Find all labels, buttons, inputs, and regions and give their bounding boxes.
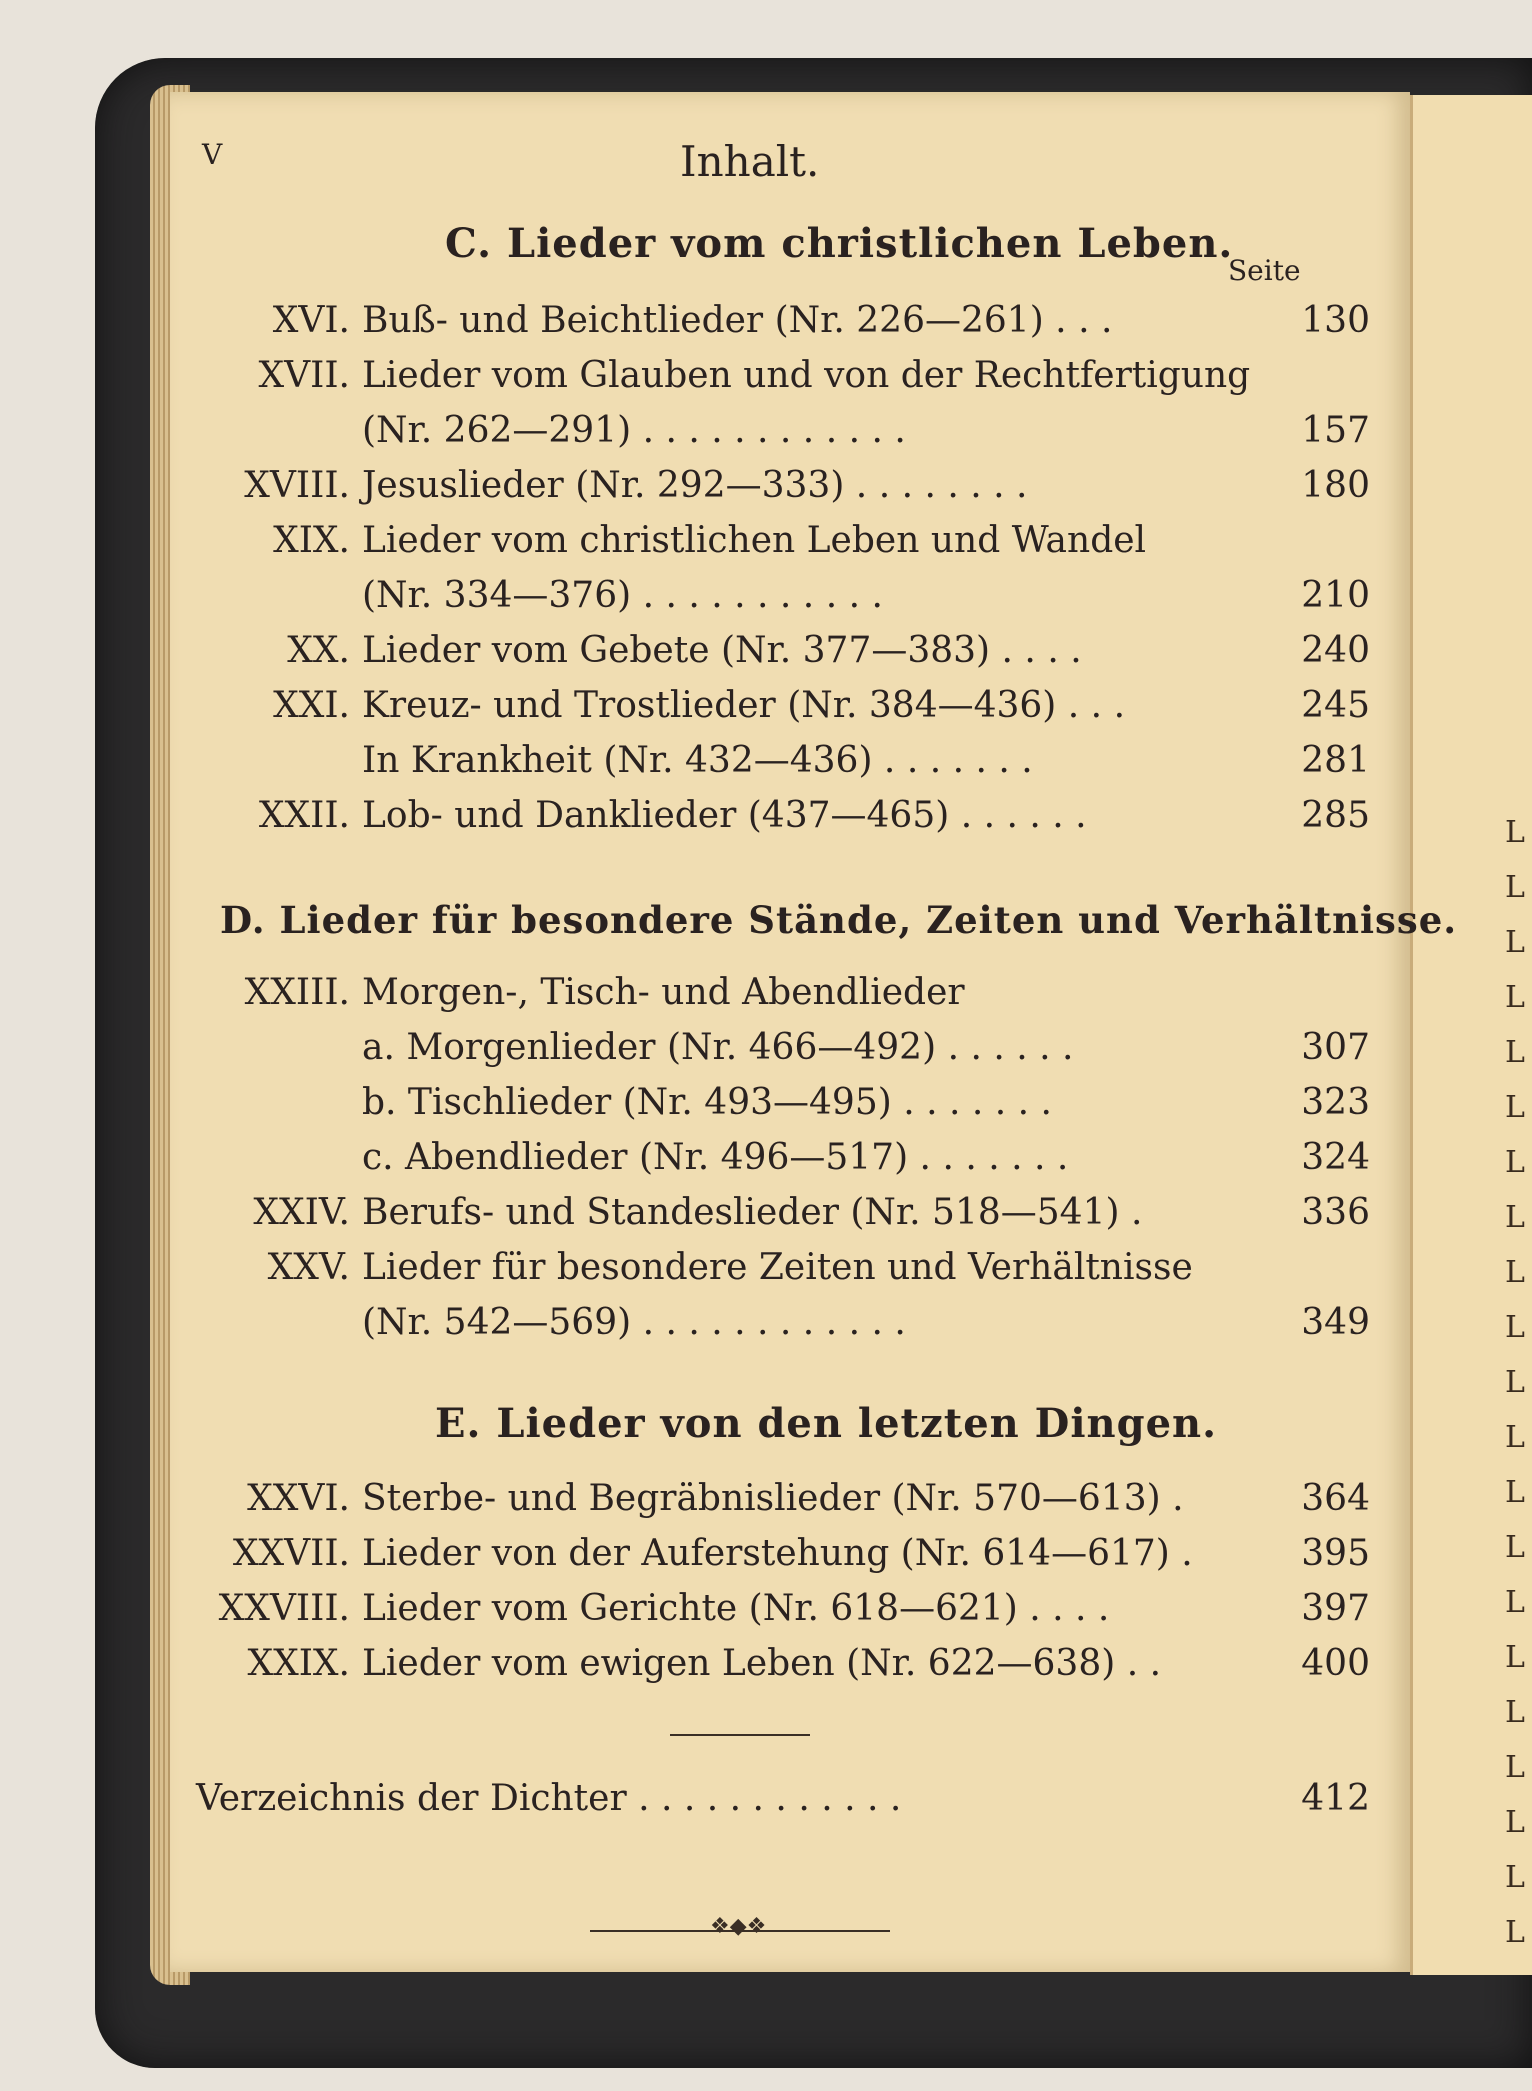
- facing-page-glyph: L: [1505, 1365, 1525, 1400]
- entry-page: 245: [1301, 685, 1370, 726]
- entry-title: Lieder von der Auferstehung (Nr. 614—617) .: [362, 1533, 1193, 1574]
- facing-page-glyph: L: [1505, 1695, 1525, 1730]
- seite-label: Seite: [1228, 254, 1301, 287]
- facing-page-glyph: L: [1505, 1585, 1525, 1620]
- entry-title: Lieder vom ewigen Leben (Nr. 622—638) . .: [362, 1643, 1162, 1684]
- facing-page-glyph: L: [1505, 1255, 1525, 1290]
- entry-page: 210: [1301, 575, 1370, 616]
- facing-page-glyph: L: [1505, 1805, 1525, 1840]
- entry-title: c. Abendlieder (Nr. 496—517) . . . . . . .: [362, 1137, 1069, 1178]
- entry-title: (Nr. 262—291) . . . . . . . . . . . .: [362, 410, 906, 451]
- entry-page: 285: [1301, 795, 1370, 836]
- entry-title: (Nr. 334—376) . . . . . . . . . . .: [362, 575, 883, 616]
- facing-page-glyph: L: [1505, 1530, 1525, 1565]
- facing-page-glyph: L: [1505, 1475, 1525, 1510]
- entry-title: Lieder für besondere Zeiten und Verhältnisse: [362, 1247, 1193, 1288]
- ornament-icon: ❖◆❖: [710, 1914, 767, 1939]
- entry-number: XVIII.: [244, 465, 350, 506]
- facing-page-glyph: L: [1505, 980, 1525, 1015]
- entry-number: XXV.: [267, 1247, 350, 1288]
- entry-number: XX.: [287, 630, 350, 671]
- entry-number: XXVIII.: [218, 1588, 350, 1629]
- entry-title: Buß- und Beichtlieder (Nr. 226—261) . . .: [362, 300, 1113, 341]
- facing-page-glyph: L: [1505, 1915, 1525, 1950]
- facing-page: [1410, 95, 1532, 1975]
- entry-page: 323: [1301, 1082, 1370, 1123]
- entry-number: XVII.: [258, 355, 350, 396]
- entry-title: Lob- und Danklieder (437—465) . . . . . .: [362, 795, 1087, 836]
- facing-page-glyph: L: [1505, 1860, 1525, 1895]
- entry-page: 349: [1301, 1302, 1370, 1343]
- entry-page: 412: [1301, 1778, 1370, 1819]
- entry-title: Lieder vom christlichen Leben und Wandel: [362, 520, 1147, 561]
- entry-number: XXIV.: [253, 1192, 350, 1233]
- running-header: Inhalt.: [680, 137, 820, 186]
- entry-page: 364: [1301, 1478, 1370, 1519]
- facing-page-glyph: L: [1505, 870, 1525, 905]
- entry-title: a. Morgenlieder (Nr. 466—492) . . . . . .: [362, 1027, 1074, 1068]
- facing-page-glyph: L: [1505, 1200, 1525, 1235]
- entry-title: In Krankheit (Nr. 432—436) . . . . . . .: [362, 740, 1033, 781]
- contents-page: [170, 92, 1458, 1972]
- entry-title: Sterbe- und Begräbnislieder (Nr. 570—613) .: [362, 1478, 1184, 1519]
- facing-page-glyph: L: [1505, 1640, 1525, 1675]
- facing-page-glyph: L: [1505, 1035, 1525, 1070]
- entry-page: 281: [1301, 740, 1370, 781]
- entry-title: Kreuz- und Trostlieder (Nr. 384—436) . . .: [362, 685, 1126, 726]
- entry-page: 336: [1301, 1192, 1370, 1233]
- entry-title: Morgen-, Tisch- und Abendlieder: [362, 972, 965, 1013]
- facing-page-glyph: L: [1505, 1750, 1525, 1785]
- entry-title: Berufs- und Standeslieder (Nr. 518—541) .: [362, 1192, 1143, 1233]
- entry-page: 307: [1301, 1027, 1370, 1068]
- entry-number: XXIX.: [247, 1643, 350, 1684]
- entry-title: Lieder vom Glauben und von der Rechtfertigung: [362, 355, 1251, 396]
- entry-title: Lieder vom Gebete (Nr. 377—383) . . . .: [362, 630, 1082, 671]
- entry-number: XXVI.: [247, 1478, 350, 1519]
- entry-page: 157: [1301, 410, 1370, 451]
- entry-number: XVI.: [272, 300, 350, 341]
- facing-page-glyph: L: [1505, 1145, 1525, 1180]
- entry-number: XXVII.: [232, 1533, 350, 1574]
- section-title: E. Lieder von den letzten Dingen.: [435, 1400, 1218, 1447]
- folio: V: [202, 138, 223, 171]
- entry-title: Verzeichnis der Dichter . . . . . . . . . . . .: [196, 1778, 902, 1819]
- entry-page: 130: [1301, 300, 1370, 341]
- facing-page-glyph: L: [1505, 925, 1525, 960]
- entry-number: XXI.: [273, 685, 350, 726]
- entry-page: 395: [1301, 1533, 1370, 1574]
- entry-number: XXIII.: [244, 972, 350, 1013]
- entry-title: Lieder vom Gerichte (Nr. 618—621) . . . .: [362, 1588, 1110, 1629]
- entry-title: b. Tischlieder (Nr. 493—495) . . . . . . .: [362, 1082, 1052, 1123]
- facing-page-glyph: L: [1505, 1090, 1525, 1125]
- entry-title: Jesuslieder (Nr. 292—333) . . . . . . . .: [362, 465, 1028, 506]
- entry-number: XXII.: [258, 795, 350, 836]
- entry-number: XIX.: [273, 520, 350, 561]
- entry-title: (Nr. 542—569) . . . . . . . . . . . .: [362, 1302, 906, 1343]
- entry-page: 324: [1301, 1137, 1370, 1178]
- section-title: D. Lieder für besondere Stände, Zeiten und Verhältnisse.: [220, 898, 1458, 942]
- divider-rule: [670, 1734, 810, 1736]
- entry-page: 240: [1301, 630, 1370, 671]
- entry-page: 400: [1301, 1643, 1370, 1684]
- section-title: C. Lieder vom christlichen Leben.: [445, 220, 1234, 267]
- facing-page-glyph: L: [1505, 815, 1525, 850]
- facing-page-glyph: L: [1505, 1420, 1525, 1455]
- entry-page: 397: [1301, 1588, 1370, 1629]
- entry-page: 180: [1301, 465, 1370, 506]
- facing-page-glyph: L: [1505, 1310, 1525, 1345]
